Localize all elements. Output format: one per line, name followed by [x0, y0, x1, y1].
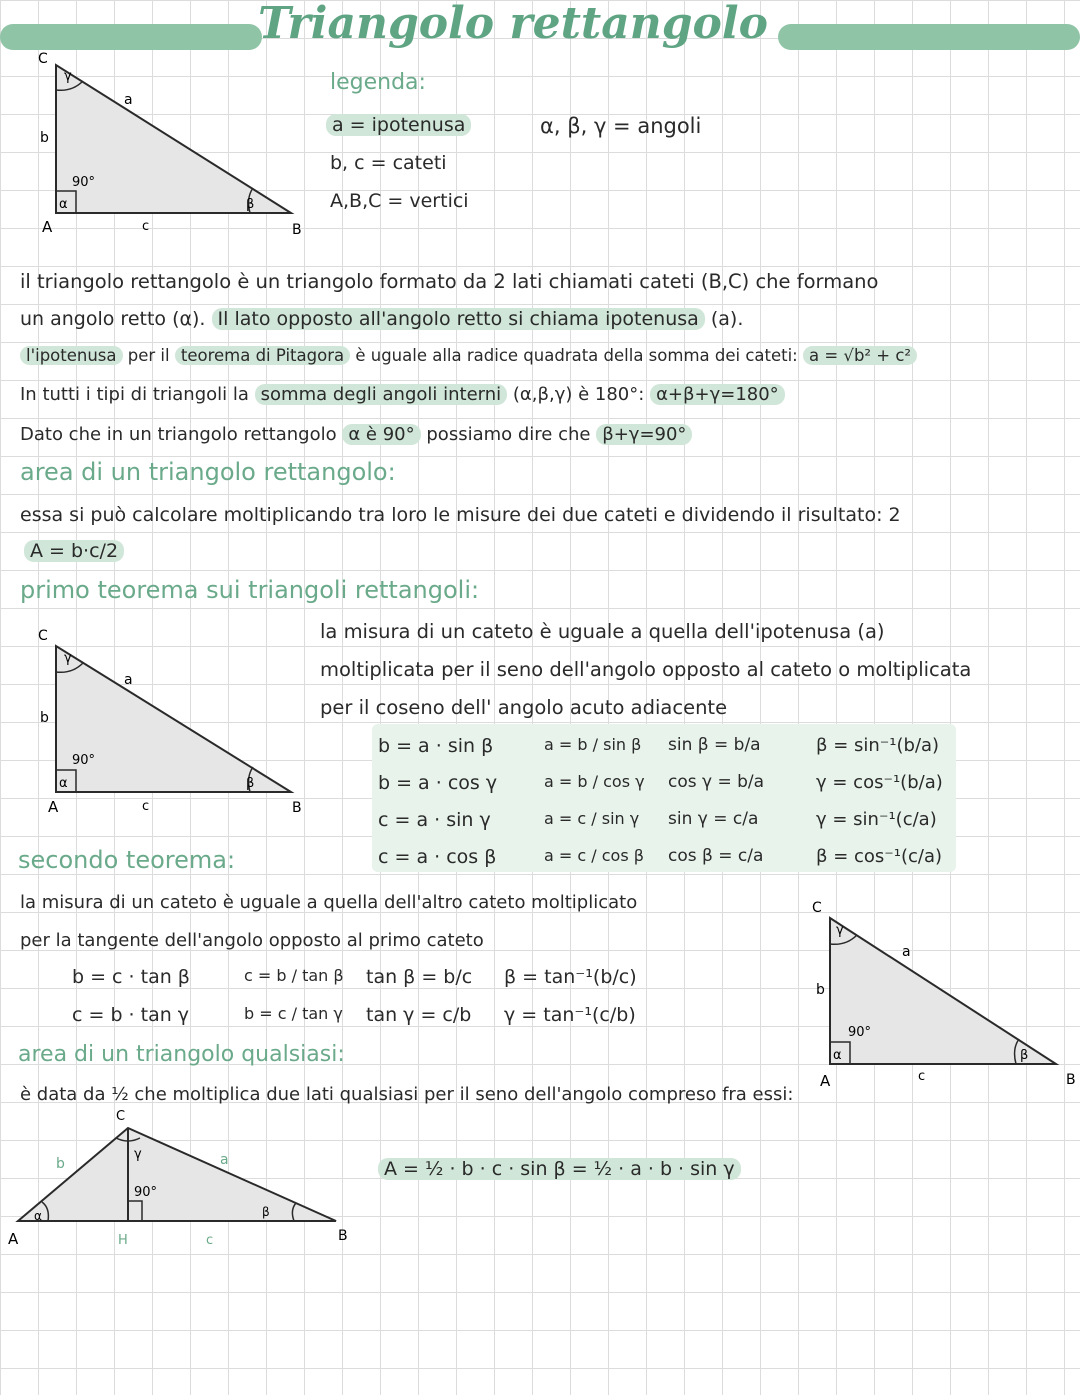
- intro-line-5-a: Dato che in un triangolo rettangolo: [20, 424, 337, 445]
- intro-line-3-a: l'ipotenusa: [20, 346, 123, 365]
- ft-col1-2: c = a · sin γ: [378, 809, 491, 831]
- side-b-label: b: [56, 1156, 65, 1172]
- gamma-label: γ: [836, 923, 844, 938]
- angle-90-label: 90°: [848, 1025, 872, 1040]
- legend-item-vertices: A,B,C = vertici: [330, 190, 469, 212]
- legend-item-hypotenuse: a = ipotenusa: [326, 114, 471, 136]
- beta-label: β: [246, 776, 255, 791]
- vertex-a-label: A: [48, 798, 59, 816]
- intro-line-2-c: (a).: [710, 308, 744, 330]
- legend-item-cathets: b, c = cateti: [330, 152, 447, 174]
- vertex-c-label: C: [38, 628, 48, 644]
- alpha-label: α: [59, 197, 68, 212]
- area-right-text: essa si può calcolare moltiplicando tra loro le misure dei due cateti e dividendo il risultato: 2: [20, 504, 901, 526]
- title-bar-left: [0, 24, 262, 50]
- generic-triangle-diagram: [0, 1104, 360, 1254]
- ft-col1-1: b = a · cos γ: [378, 772, 498, 794]
- ft-col3-3: cos β = c/a: [668, 846, 764, 866]
- ft-col2-1: a = b / cos γ: [544, 772, 645, 791]
- ft-col4-3: β = cos⁻¹(c/a): [816, 846, 943, 867]
- ft-col3-1: cos γ = b/a: [668, 772, 765, 792]
- intro-line-4-a: In tutti i tipi di triangoli la: [20, 384, 249, 405]
- ft-col3-0: sin β = b/a: [668, 735, 761, 755]
- angle-90-label: 90°: [134, 1185, 158, 1200]
- intro-line-3-c: teorema di Pitagora: [175, 346, 350, 365]
- side-c-label: c: [918, 1069, 926, 1084]
- intro-line-5-c: possiamo dire che: [426, 424, 591, 445]
- first-theorem-line-2: moltiplicata per il seno dell'angolo opposto al cateto o moltiplicata: [320, 658, 972, 681]
- st-col1-1: c = b · tan γ: [72, 1004, 190, 1026]
- right-triangle-diagram-3: [802, 896, 1080, 1092]
- second-theorem-line-2: per la tangente dell'angolo opposto al primo cateto: [20, 930, 484, 951]
- first-theorem-line-3: per il coseno dell' angolo acuto adiacente: [320, 696, 728, 719]
- st-col4-0: β = tan⁻¹(b/c): [504, 966, 637, 988]
- gamma-label: γ: [64, 651, 72, 666]
- area-any-formula: A = ½ · b · c · sin β = ½ · a · b · sin γ: [378, 1158, 741, 1180]
- beta-label: β: [1020, 1048, 1029, 1063]
- intro-line-2-a: un angolo retto (α).: [20, 308, 206, 330]
- pythagoras-formula: a = √b² + c²: [803, 346, 917, 365]
- area-right-formula: A = b·c/2: [24, 540, 124, 562]
- ft-col4-0: β = sin⁻¹(b/a): [816, 735, 940, 756]
- side-a-label: a: [124, 92, 133, 108]
- angle-sum-formula: α+β+γ=180°: [650, 384, 785, 405]
- ft-col4-1: γ = cos⁻¹(b/a): [816, 772, 943, 793]
- beta-label: β: [262, 1205, 270, 1219]
- intro-line-2-b: Il lato opposto all'angolo retto si chiama ipotenusa: [212, 308, 705, 330]
- intro-line-5: [20, 424, 692, 445]
- ft-col1-3: c = a · cos β: [378, 846, 497, 868]
- vertex-b-label: B: [292, 800, 302, 816]
- triangle-shape: [56, 65, 291, 213]
- triangle-shape: [18, 1128, 336, 1221]
- side-b-label: b: [40, 710, 49, 726]
- second-theorem-line-1: la misura di un cateto è uguale a quella dell'altro cateto moltiplicato: [20, 892, 638, 913]
- intro-line-1: il triangolo rettangolo è un triangolo formato da 2 lati chiamati cateti (B,C) che formano: [20, 270, 879, 293]
- side-c-label: c: [206, 1233, 214, 1248]
- vertex-b-label: B: [338, 1228, 348, 1244]
- side-c-label: c: [142, 219, 150, 234]
- alpha-label: α: [833, 1048, 842, 1063]
- area-right-heading: area di un triangolo rettangolo:: [20, 458, 396, 486]
- ft-col2-3: a = c / cos β: [544, 846, 644, 865]
- first-theorem-heading: primo teorema sui triangoli rettangoli:: [20, 576, 480, 604]
- right-triangle-diagram-1: [28, 48, 328, 238]
- foot-h-label: H: [118, 1233, 128, 1248]
- area-any-text: è data da ½ che moltiplica due lati qualsiasi per il seno dell'angolo compreso fra essi:: [20, 1084, 794, 1105]
- vertex-a-label: A: [8, 1230, 19, 1248]
- gamma-label: γ: [134, 1147, 142, 1162]
- vertex-a-label: A: [42, 218, 53, 236]
- gamma-label: γ: [64, 69, 72, 84]
- side-c-label: c: [142, 799, 150, 814]
- angle-90-label: 90°: [72, 175, 96, 190]
- st-col4-1: γ = tan⁻¹(c/b): [504, 1004, 636, 1026]
- st-col3-1: tan γ = c/b: [366, 1004, 472, 1026]
- vertex-b-label: B: [1066, 1072, 1076, 1088]
- page-title: Triangolo rettangolo: [258, 0, 768, 49]
- side-a-label: a: [220, 1152, 229, 1168]
- intro-line-3-d: è uguale alla radice quadrata della somma dei cateti:: [355, 346, 798, 365]
- intro-line-3-b: per il: [127, 346, 170, 365]
- vertex-b-label: B: [292, 222, 302, 238]
- intro-line-4: [20, 384, 785, 405]
- st-col2-0: c = b / tan β: [244, 966, 344, 985]
- right-triangle-diagram-2: [28, 622, 328, 818]
- intro-line-4-c: (α,β,γ) è 180°:: [512, 384, 645, 405]
- alpha-label: α: [34, 1209, 42, 1223]
- beta-gamma-formula: β+γ=90°: [596, 424, 692, 445]
- second-theorem-heading: secondo teorema:: [18, 846, 236, 874]
- beta-label: β: [246, 197, 255, 212]
- st-col3-0: tan β = b/c: [366, 966, 473, 988]
- ft-col4-2: γ = sin⁻¹(c/a): [816, 809, 937, 830]
- side-b-label: b: [816, 982, 825, 998]
- legend-title: legenda:: [330, 70, 426, 95]
- intro-line-5-b: α è 90°: [342, 424, 420, 445]
- triangle-shape: [56, 646, 291, 792]
- side-a-label: a: [124, 672, 133, 688]
- alpha-label: α: [59, 776, 68, 791]
- vertex-c-label: C: [812, 900, 822, 916]
- title-bar-right: [778, 24, 1080, 50]
- side-a-label: a: [902, 944, 911, 960]
- vertex-c-label: C: [116, 1109, 126, 1124]
- ft-col2-2: a = c / sin γ: [544, 809, 640, 828]
- ft-col3-2: sin γ = c/a: [668, 809, 759, 829]
- ft-col2-0: a = b / sin β: [544, 735, 642, 754]
- legend-angles: α, β, γ = angoli: [540, 114, 702, 138]
- vertex-a-label: A: [820, 1072, 831, 1090]
- st-col2-1: b = c / tan γ: [244, 1004, 343, 1023]
- ft-col1-0: b = a · sin β: [378, 735, 494, 757]
- first-theorem-line-1: la misura di un cateto è uguale a quella dell'ipotenusa (a): [320, 620, 885, 643]
- intro-line-4-b: somma degli angoli interni: [255, 384, 508, 405]
- triangle-shape: [830, 918, 1056, 1064]
- side-b-label: b: [40, 130, 49, 146]
- area-any-heading: area di un triangolo qualsiasi:: [18, 1042, 345, 1067]
- intro-line-2: [20, 308, 743, 330]
- st-col1-0: b = c · tan β: [72, 966, 190, 988]
- vertex-c-label: C: [38, 51, 48, 67]
- intro-line-3: [20, 346, 917, 365]
- angle-90-label: 90°: [72, 753, 96, 768]
